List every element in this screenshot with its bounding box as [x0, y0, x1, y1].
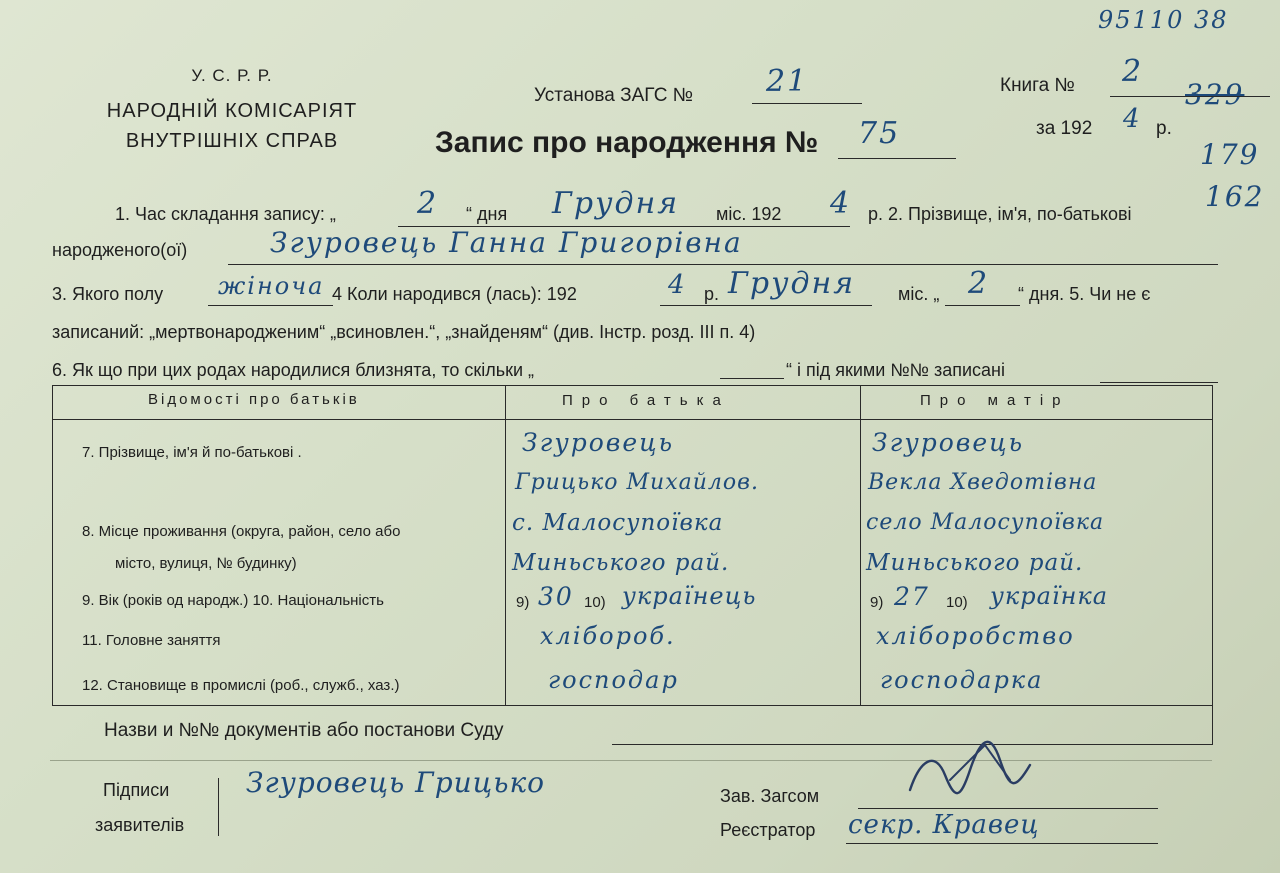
- table-bottom-border: [52, 705, 1212, 706]
- zags-number: 21: [766, 64, 809, 99]
- field-1-month: Грудня: [552, 186, 680, 221]
- book-number: 2: [1122, 54, 1144, 89]
- row-8-label-line-1: 8. Місце проживання (округа, район, село або: [82, 523, 401, 540]
- margin-number-1: 179: [1200, 138, 1260, 171]
- field-1-label: 1. Час складання запису: „: [115, 204, 336, 224]
- father-status: господар: [548, 666, 679, 694]
- col-header-mother: Про матір: [920, 392, 1070, 409]
- child-full-name: Згуровець Ганна Григорівна: [270, 226, 743, 259]
- field-3-label: 3. Якого полу: [52, 284, 164, 304]
- mother-age-prefix: 9): [870, 594, 884, 611]
- head-of-zags-label: Зав. Загсом: [720, 786, 820, 806]
- row-8-label-line-2: місто, вулиця, № будинку): [115, 555, 297, 572]
- field-4-month-suffix: міс. „: [898, 284, 940, 304]
- father-surname: Згуровець: [522, 428, 675, 457]
- father-occupation: хлібороб.: [540, 622, 676, 650]
- mother-place-1: село Малосупоївка: [866, 510, 1105, 535]
- zags-label: Установа ЗАГС №: [534, 85, 694, 106]
- mother-nationality: українка: [990, 582, 1109, 610]
- field-4-year-suffix: р.: [704, 284, 720, 304]
- field-1-year-suffix: р. 2. Прізвище, ім'я, по-батькові: [868, 204, 1132, 224]
- father-place-1: с. Малосупоївка: [512, 510, 724, 536]
- mother-age: 27: [894, 582, 930, 611]
- field-4-day-suffix: “ дня. 5. Чи не є: [1018, 284, 1151, 304]
- registrar-label: Реєстратор: [720, 820, 816, 840]
- row-12-label: 12. Становище в промислі (роб., служб., хаз.): [82, 677, 400, 694]
- mother-name: Векла Хведотівна: [868, 470, 1098, 495]
- registrar-signature: секр. Кравец: [848, 810, 1040, 840]
- field-4-month: Грудня: [728, 266, 856, 301]
- state-name: У. С. Р. Р.: [191, 66, 273, 85]
- year-digit: 4: [1123, 104, 1142, 134]
- col-header-father: Про батька: [562, 392, 730, 409]
- father-age: 30: [538, 582, 574, 611]
- field-4-label: 4 Коли народився (лась): 192: [332, 284, 577, 304]
- father-age-prefix: 9): [516, 594, 530, 611]
- year-label: за 192: [1036, 118, 1093, 139]
- ministry-line-1: НАРОДНІЙ КОМІСАРІЯТ: [106, 100, 358, 122]
- margin-number-2: 162: [1205, 180, 1265, 213]
- field-1-month-suffix: міс. 192: [716, 204, 782, 224]
- record-title: Запис про народження №: [435, 126, 819, 159]
- ministry-line-2: ВНУТРІШНІХ СПРАВ: [125, 130, 339, 152]
- table-top-border: [52, 385, 1212, 386]
- father-nat-prefix: 10): [584, 594, 606, 611]
- row-11-label: 11. Головне заняття: [82, 632, 221, 649]
- applicant-signature: Згуровець Грицько: [246, 766, 546, 799]
- row-7-label: 7. Прізвище, ім'я й по-батькові .: [82, 444, 302, 461]
- field-4-year-digit: 4: [668, 270, 687, 300]
- documents-label: Назви и №№ документів або постанови Суду: [104, 720, 504, 741]
- head-signature-scribble: [890, 720, 1050, 810]
- field-2-label: народженого(ої): [52, 240, 188, 260]
- father-nationality: українець: [622, 582, 757, 610]
- table-header-border: [52, 419, 1212, 420]
- mother-status: господарка: [880, 666, 1044, 694]
- mother-nat-prefix: 10): [946, 594, 968, 611]
- child-sex: жіноча: [218, 272, 325, 300]
- field-1-year-digit: 4: [830, 186, 852, 221]
- father-place-2: Миньського рай.: [512, 550, 730, 576]
- field-1-day-suffix: “ дня: [466, 204, 508, 224]
- field-1-day: 2: [417, 186, 439, 221]
- mother-occupation: хліборобство: [876, 622, 1075, 650]
- mother-surname: Згуровець: [872, 428, 1025, 457]
- year-suffix: р.: [1156, 118, 1172, 139]
- book-label: Книга №: [1000, 75, 1075, 96]
- row-9-label: 9. Вік (років од народж.) 10. Національність: [82, 592, 384, 609]
- mother-place-2: Миньського рай.: [866, 550, 1084, 576]
- father-name: Грицько Михайлов.: [515, 470, 759, 495]
- record-number: 75: [858, 116, 901, 151]
- field-4-day: 2: [968, 266, 990, 301]
- signatures-label-2: заявителів: [95, 815, 185, 835]
- signatures-label-1: Підписи: [103, 780, 170, 800]
- col-header-parents: Відомості про батьків: [148, 391, 360, 408]
- margin-number-crossed: 329: [1185, 78, 1245, 111]
- field-5-line-2: записаний: „мертвонародженим“ „всиновлен.“, „знайденям“ (див. Інстр. розд. III п. 4): [52, 322, 756, 342]
- field-6-label: 6. Як що при цих родах народилися близнята, то скільки „: [52, 360, 535, 380]
- corner-archive-number: 95110 38: [1098, 6, 1229, 34]
- field-6-suffix: “ і під якими №№ записані: [786, 360, 1005, 380]
